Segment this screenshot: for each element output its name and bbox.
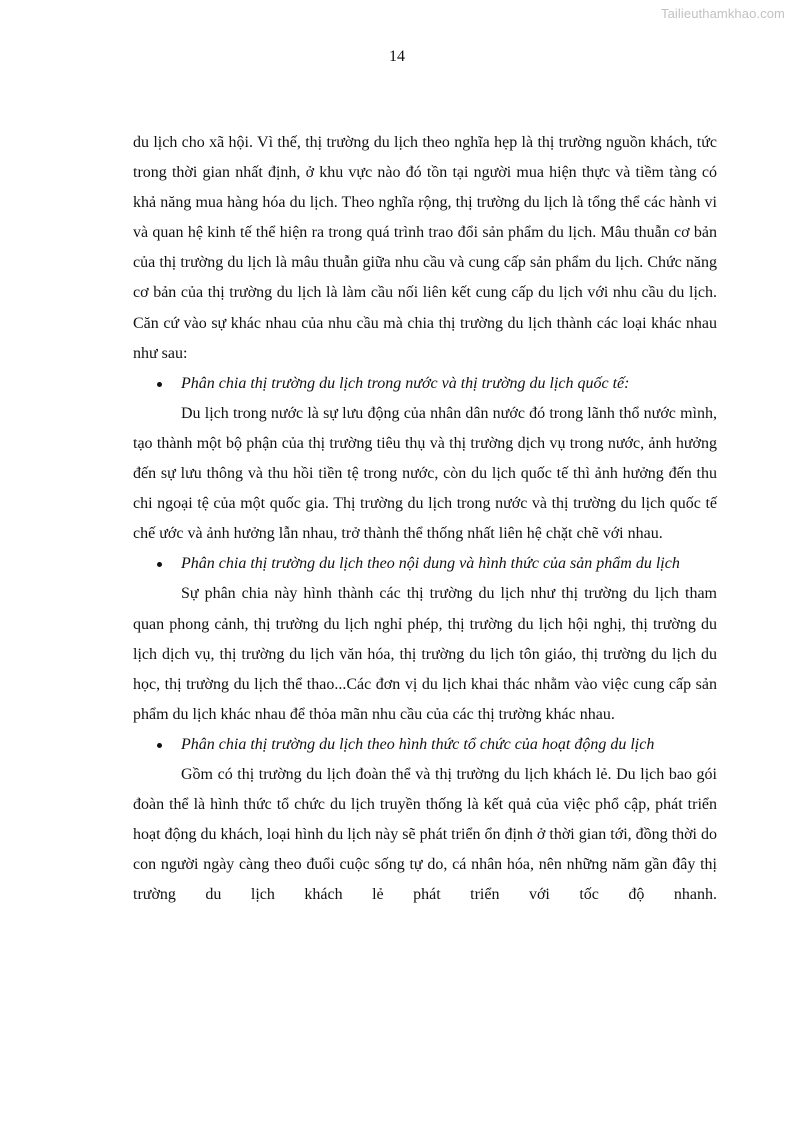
page-number: 14 [389,48,405,65]
bullet-text: Phân chia thị trường du lịch theo nội dung và hình thức của sản phẩm du lịch [181,555,680,573]
bullet-dot-icon [157,562,162,567]
paragraph-organization-form: Gồm có thị trường du lịch đoàn thể và thị trường du lịch khách lẻ. Du lịch bao gói đoàn thể là hình thức tổ chức du lịch truyền thống là kết quả của việc phổ cập, phát triển hoạt động du khách, loại hình du lịch này sẽ phát triển ổn định ở thời gian tới, đồng thời do con người ngày càng theo đuổi cuộc sống tự do, cá nhân hóa, nên những năm gần đây thị trường du lịch khách lẻ phát triển với tốc độ nhanh. [133,765,717,904]
bullet-dot-icon [157,382,162,387]
paragraph-domestic-international: Du lịch trong nước là sự lưu động của nhân dân nước đó trong lãnh thổ nước mình, tạo thành một bộ phận của thị trường tiêu thụ và thị trường dịch vụ trong nước, ảnh hưởng đến sự lưu thông và thu hồi tiền tệ trong nước, còn du lịch quốc tế thì ảnh hưởng đến thu chi ngoại tệ của một quốc gia. Thị trường du lịch trong nước và thị trường du lịch quốc tế chế ước và ảnh hưởng lẫn nhau, trở thành thể thống nhất liên hệ chặt chẽ với nhau. [133,404,717,543]
paragraph-content-form: Sự phân chia này hình thành các thị trường du lịch như thị trường du lịch tham quan phong cảnh, thị trường du lịch nghỉ phép, thị trường du lịch hội nghị, thị trường du lịch dịch vụ, thị trường du lịch văn hóa, thị trường du lịch tôn giáo, thị trường du lịch du học, thị trường du lịch thể thao...Các đơn vị du lịch khai thác nhằm vào việc cung cấp sản phẩm du lịch khác nhau để thỏa mãn nhu cầu của các thị trường khác nhau. [133,585,717,723]
watermark: Tailieuthamkhao.com [660,6,785,21]
bullet-heading-content-form [133,549,717,579]
bullet-heading-domestic-international [133,369,717,399]
paragraph-intro: du lịch cho xã hội. Vì thế, thị trường du lịch theo nghĩa hẹp là thị trường nguồn khách, tức trong thời gian nhất định, ở khu vực nào đó tồn tại người mua hiện thực và tiềm tàng có khả năng mua hàng hóa du lịch. Theo nghĩa rộng, thị trường du lịch là tổng thể các hành vi và quan hệ kinh tế thể hiện ra trong quá trình trao đổi sản phẩm du lịch. Mâu thuẫn cơ bản của thị trường du lịch là mâu thuẫn giữa nhu cầu và cung cấp sản phẩm du lịch. Chức năng cơ bản của thị trường du lịch là làm cầu nối liên kết cung cấp du lịch với nhu cầu du lịch. Căn cứ vào sự khác nhau của nhu cầu mà chia thị trường du lịch thành các loại khác nhau như sau: [133,134,717,362]
bullet-heading-organization-form [133,730,717,760]
bullet-text: Phân chia thị trường du lịch theo hình thức tổ chức của hoạt động du lịch [181,735,655,753]
body-text [133,128,717,910]
bullet-dot-icon [157,743,162,748]
bullet-text: Phân chia thị trường du lịch trong nước và thị trường du lịch quốc tế: [181,374,630,392]
